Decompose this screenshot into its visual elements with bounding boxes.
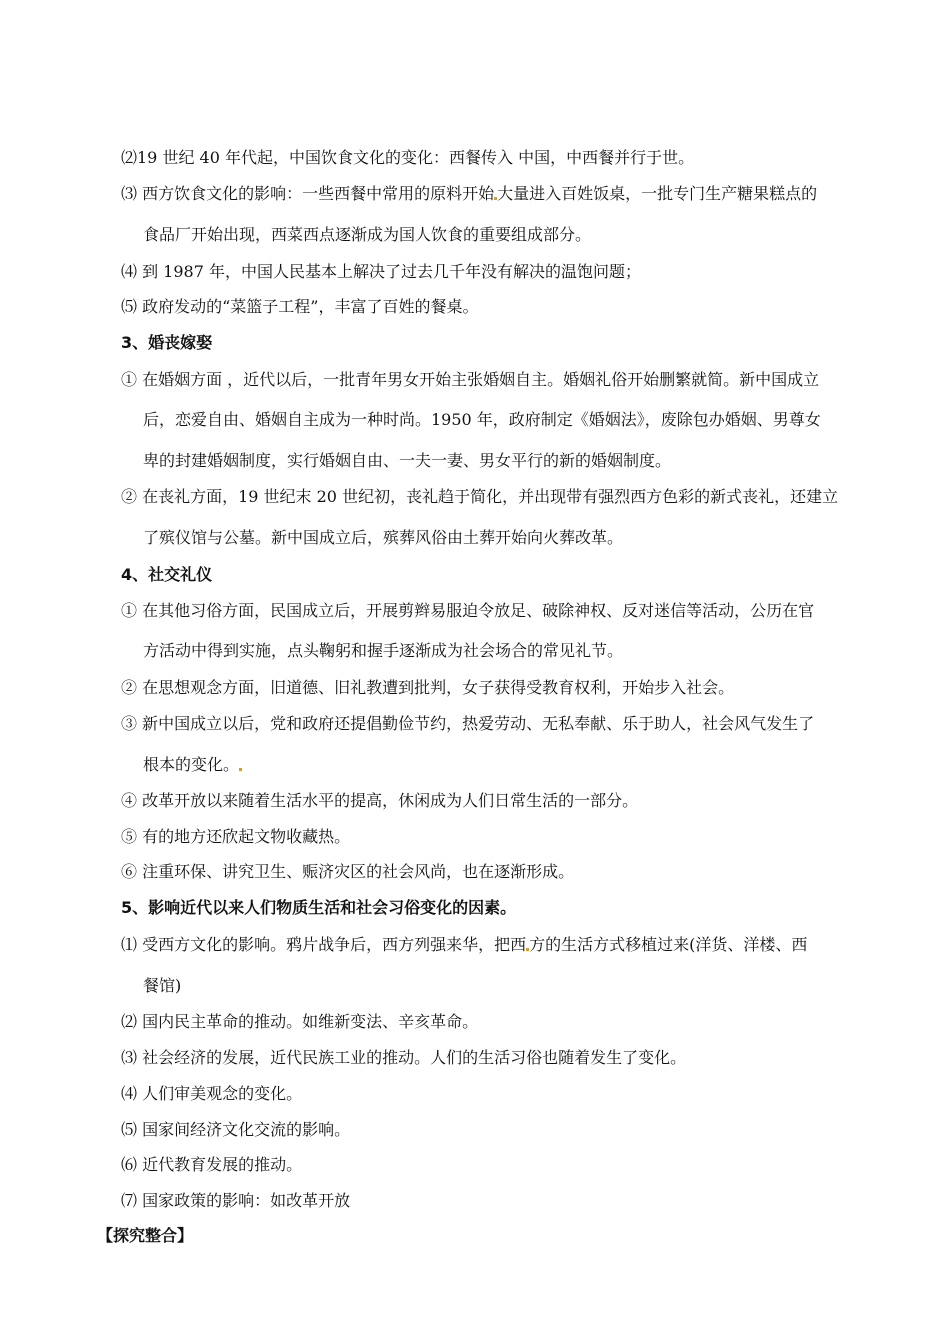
s4-item4: ④ 改革开放以来随着生活水平的提高，休闲成为人们日常生活的一部分。 — [121, 791, 639, 810]
section5-heading: 5、影响近代以来人们物质生活和社会习俗变化的因素。 — [121, 898, 517, 917]
s5-item4: ⑷ 人们审美观念的变化。 — [121, 1084, 303, 1103]
s5-item5: ⑸ 国家间经济文化交流的影响。 — [121, 1120, 351, 1139]
s5-item3: ⑶ 社会经济的发展，近代民族工业的推动。人们的生活习俗也随着发生了变化。 — [121, 1048, 687, 1067]
s4-item3-line2 — [143, 755, 242, 775]
s2-item4: ⑷ 到 1987 年，中国人民基本上解决了过去几千年没有解决的温饱问题； — [121, 262, 641, 281]
footer-heading: 【探究整合】 — [97, 1226, 194, 1245]
s3-item2-line1: ② 在丧礼方面，19 世纪末 20 世纪初，丧礼趋于简化，并出现带有强烈西方色彩的新式丧礼，还建立 — [121, 487, 839, 506]
s5-item1-line1 — [121, 935, 807, 955]
s2-item5: ⑸ 政府发动的“菜篮子工程”，丰富了百姓的餐桌。 — [121, 297, 479, 316]
s3-item1-line3: 卑的封建婚姻制度，实行婚姻自由、一夫一妻、男女平行的新的婚姻制度。 — [143, 451, 672, 470]
s2-item3-line2: 食品厂开始出现，西菜西点逐渐成为国人饮食的重要组成部分。 — [143, 225, 592, 244]
highlight-dot — [239, 768, 242, 771]
s5-item2: ⑵ 国内民主革命的推动。如维新变法、辛亥革命。 — [121, 1012, 479, 1031]
s2-item3-text-a: ⑶ 西方饮食文化的影响：一些西餐中常用的原料开始 — [121, 184, 495, 203]
s2-item2: ⑵19 世纪 40 年代起，中国饮食文化的变化：西餐传入 中国，中西餐并行于世。 — [121, 148, 695, 167]
s4-item3-line1: ③ 新中国成立以后，党和政府还提倡勤俭节约，热爱劳动、无私奉献、乐于助人，社会风气发生了 — [121, 714, 815, 733]
s5-item1-line2: 餐馆) — [143, 976, 182, 995]
s5-item1-text-a: ⑴ 受西方文化的影响。鸦片战争后，西方列强来华，把西 — [121, 935, 527, 954]
s5-item6: ⑹ 近代教育发展的推动。 — [121, 1155, 303, 1174]
s3-item2-line2: 了殡仪馆与公墓。新中国成立后，殡葬风俗由土葬开始向火葬改革。 — [143, 528, 624, 547]
s2-item3-text-b: 大量进入百姓饭桌，一批专门生产糖果糕点的 — [497, 184, 818, 203]
section3-heading: 3、婚丧嫁娶 — [121, 333, 213, 352]
s4-item5: ⑤ 有的地方还欣起文物收藏热。 — [121, 827, 351, 846]
s5-item7: ⑺ 国家政策的影响：如改革开放 — [121, 1191, 351, 1210]
s3-item1-line1: ① 在婚姻方面 ，近代以后，一批青年男女开始主张婚姻自主。婚姻礼俗开始删繁就简。新中国成立 — [121, 370, 820, 389]
s4-item1-line2: 方活动中得到实施，点头鞠躬和握手逐渐成为社会场合的常见礼节。 — [143, 641, 624, 660]
s5-item1-text-b: 方的生活方式移植过来(洋货、洋楼、西 — [529, 935, 808, 954]
s4-item2: ② 在思想观念方面，旧道德、旧礼教遭到批判，女子获得受教育权利，开始步入社会。 — [121, 678, 735, 697]
s2-item3-line1 — [121, 184, 817, 204]
s4-item1-line1: ① 在其他习俗方面，民国成立后，开展剪辫易服迫令放足、破除神权、反对迷信等活动，公历在官 — [121, 601, 815, 620]
s4-item6: ⑥ 注重环保、讲究卫生、赈济灾区的社会风尚，也在逐渐形成。 — [121, 862, 575, 881]
s4-item3-text-b: 根本的变化。 — [143, 755, 240, 774]
s3-item1-line2: 后，恋爱自由、婚姻自主成为一种时尚。1950 年，政府制定《婚姻法》，废除包办婚姻、男尊女 — [143, 410, 821, 429]
section4-heading: 4、社交礼仪 — [121, 565, 213, 584]
